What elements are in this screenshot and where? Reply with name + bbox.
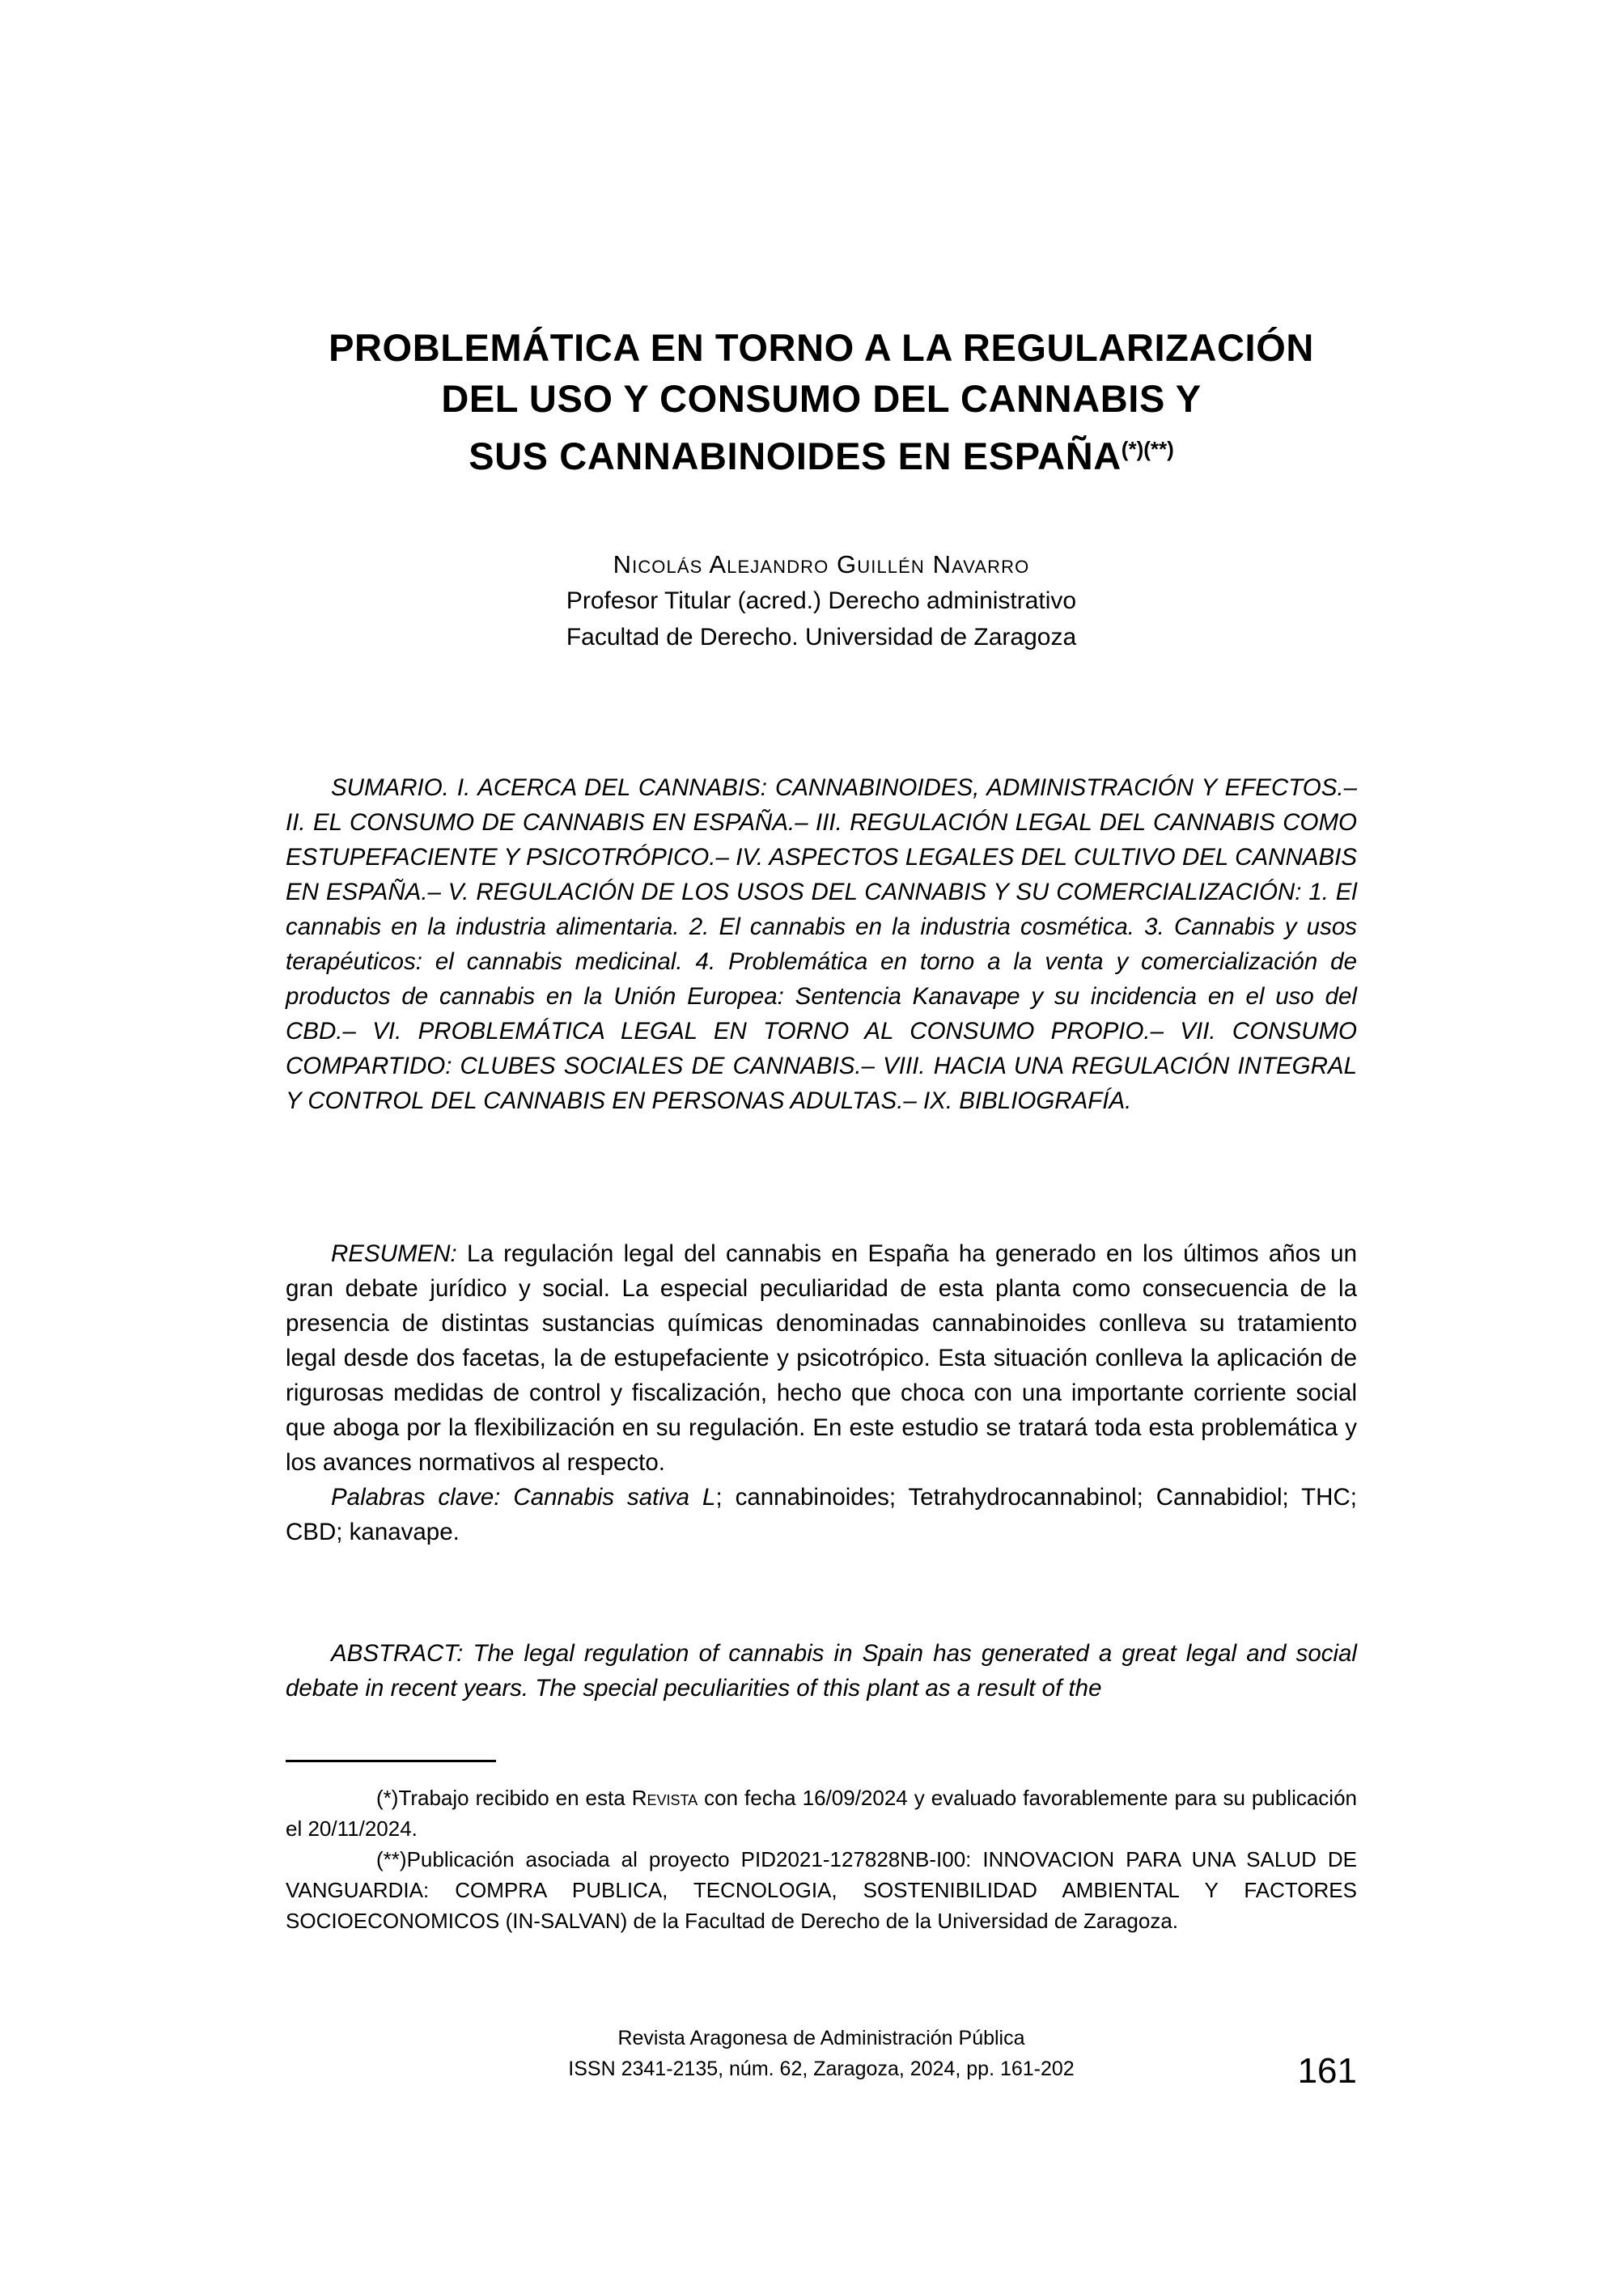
footer-journal-name: Revista Aragonesa de Administración Pública <box>617 2027 1025 2049</box>
footnotes-section <box>286 1782 1357 1936</box>
resumen-paragraph <box>286 1236 1357 1480</box>
footnote-2 <box>286 1844 1357 1936</box>
footnote-separator-rule <box>286 1760 496 1762</box>
footnote-1-smallcaps: Revista <box>631 1786 698 1810</box>
palabras-clave-label: Palabras clave: <box>331 1484 501 1511</box>
author-block <box>286 547 1357 655</box>
footer-center <box>568 2023 1074 2084</box>
title-line-2: DEL USO Y CONSUMO DEL CANNABIS Y <box>441 377 1202 420</box>
abstract-body: The legal regulation of cannabis in Spain has generated a great legal and social debate in recent years. The special peculiarities of this plant as a result of the <box>286 1640 1357 1702</box>
sumario-section <box>286 770 1357 1118</box>
title-line-1: PROBLEMÁTICA EN TORNO A LA REGULARIZACIÓN <box>329 326 1314 369</box>
footnote-1-text-after: con fecha 16/09/2024 y evaluado favorablemente para su publicación el 20/11/2024. <box>286 1786 1357 1841</box>
resumen-label: RESUMEN: <box>331 1240 457 1267</box>
sumario-text: SUMARIO. I. ACERCA DEL CANNABIS: CANNABINOIDES, ADMINISTRACIÓN Y EFECTOS.– II. EL CONSUMO DE CANNABIS EN ESPAÑA.– III. REGULACIÓN LEGAL DEL CANNABIS COMO ESTUPEFACIENTE Y PSICOTRÓPICO.– IV. ASPECTOS LEGALES DEL CULTIVO DEL CANNABIS EN ESPAÑA.– V. REGULACIÓN DE LOS USOS DEL CANNABIS Y SU COMERCIALIZACIÓN: 1. El cannabis en la industria alimentaria. 2. El cannabis en la industria cosmética. 3. Cannabis y usos terapéuticos: el cannabis medicinal. 4. Problemática en torno a la venta y comercialización de productos de cannabis en la Unión Europea: Sentencia Kanavape y su incidencia en el uso del CBD.– VI. PROBLEMÁTICA LEGAL EN TORNO AL CONSUMO PROPIO.– VII. CONSUMO COMPARTIDO: CLUBES SOCIALES DE CANNABIS.– VIII. HACIA UNA REGULACIÓN INTEGRAL Y CONTROL DEL CANNABIS EN PERSONAS ADULTAS.– IX. BIBLIOGRAFÍA. <box>286 774 1357 1114</box>
footnote-1-text-before: Trabajo recibido en esta <box>398 1786 632 1810</box>
author-name: Nicolás Alejandro Guillén Navarro <box>613 550 1030 579</box>
title-footnote-markers: (*)(**) <box>1121 437 1174 461</box>
footer-issue-line: ISSN 2341-2135, núm. 62, Zaragoza, 2024, pp. 161-202 <box>568 2058 1075 2080</box>
title-line-3 <box>286 424 1357 481</box>
title-line-3-text: SUS CANNABINOIDES EN ESPAÑA <box>469 434 1122 477</box>
resumen-section <box>286 1236 1357 1549</box>
footnote-1 <box>286 1782 1357 1844</box>
abstract-section <box>286 1636 1357 1706</box>
palabras-clave-paragraph <box>286 1480 1357 1549</box>
page-title <box>286 322 1357 481</box>
author-affiliation-2: Facultad de Derecho. Universidad de Zaragoza <box>566 624 1077 651</box>
abstract-paragraph <box>286 1636 1357 1706</box>
resumen-body: La regulación legal del cannabis en España ha generado en los últimos años un gran debate jurídico y social. La especial peculiaridad de esta planta como consecuencia de la presencia de distintas sustancias químicas denominadas cannabinoides conlleva su tratamiento legal desde dos facetas, la de estupefaciente y psicotrópico. Esta situación conlleva la aplicación de rigurosas medidas de control y fiscalización, hecho que choca con una importante corriente social que aboga por la flexibilización en su regulación. En este estudio se tratará toda esta problemática y los avances normativos al respecto. <box>286 1240 1357 1476</box>
footnote-2-text: Publicación asociada al proyecto PID2021-127828NB-I00: INNOVACION PARA UNA SALUD DE VANGUARDIA: COMPRA PUBLICA, TECNOLOGIA, SOSTENIBILIDAD AMBIENTAL Y FACTORES SOCIOECONOMICOS (IN-SALVAN) de la Facultad de Derecho de la Universidad de Zaragoza. <box>286 1847 1357 1933</box>
palabras-clave-italic-term: Cannabis sativa L <box>500 1484 716 1511</box>
abstract-label: ABSTRACT: <box>331 1640 464 1667</box>
author-affiliation-1: Profesor Titular (acred.) Derecho administrativo <box>566 587 1077 614</box>
footnote-2-marker: (**) <box>376 1847 407 1871</box>
page-number: 161 <box>1297 2051 1357 2091</box>
page-footer <box>286 2023 1357 2091</box>
footnote-1-marker: (*) <box>376 1786 399 1810</box>
palabras-clave-body: ; cannabinoides; Tetrahydrocannabinol; Cannabidiol; THC; CBD; kanavape. <box>286 1484 1357 1545</box>
